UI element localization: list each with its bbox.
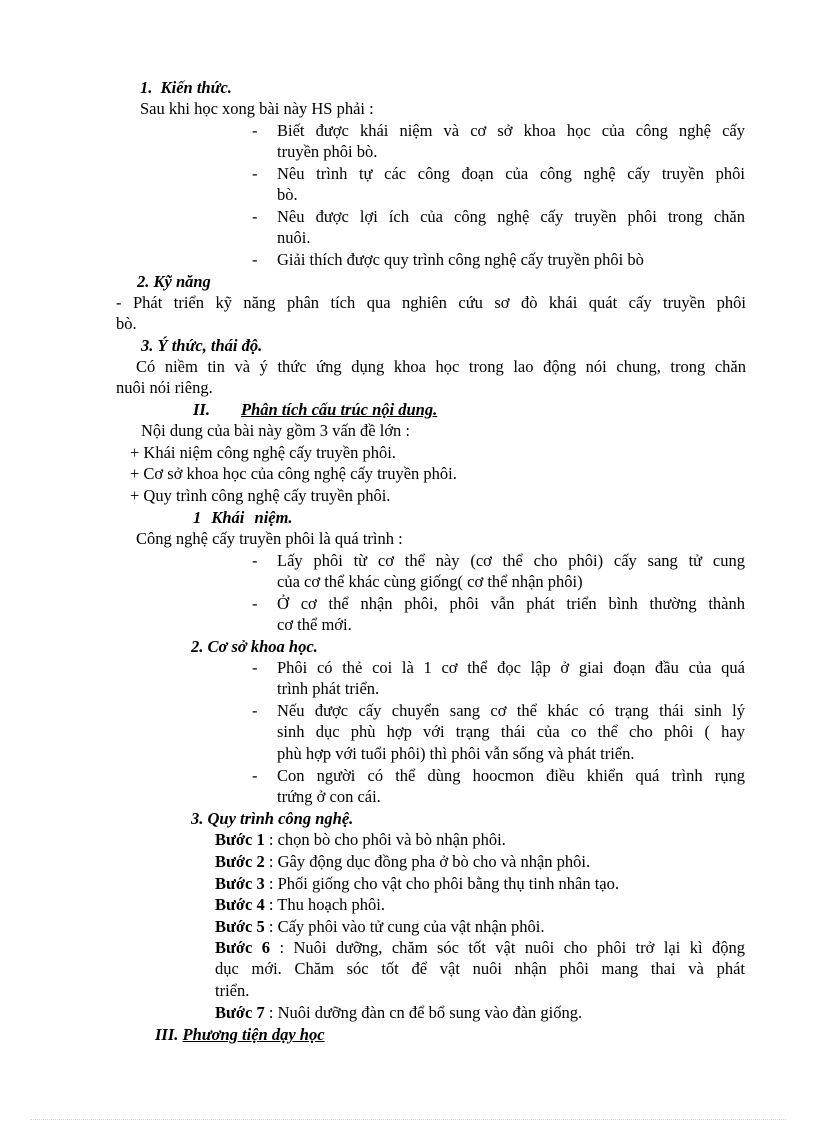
concept-title: 1 Khái niệm. bbox=[193, 508, 293, 527]
step-1: Bước 1 : chọn bò cho phôi và bò nhận phôi. bbox=[215, 830, 506, 849]
step-7: Bước 7 : Nuôi dưỡng đàn cn để bổ sung vào đàn giống. bbox=[215, 1003, 583, 1022]
concept-bullet-2-cont: cơ thể mới. bbox=[277, 615, 352, 634]
knowledge-bullet-3-cont: nuôi. bbox=[277, 228, 311, 247]
knowledge-bullet-4: Giải thích được quy trình công nghệ cấy truyền phôi bò bbox=[277, 250, 644, 269]
content-item-1: + Khái niệm công nghệ cấy truyền phôi. bbox=[130, 443, 396, 462]
section-2-title: 2. Kỹ năng bbox=[137, 272, 211, 291]
basis-bullet-2: Nếu được cấy chuyển sang cơ thể khác có trạng thái sinh lý bbox=[277, 701, 745, 720]
concept-bullet-1: Lấy phôi từ cơ thể này (cơ thể cho phôi) cấy sang tử cung bbox=[277, 551, 745, 570]
basis-bullet-1-cont: trình phát triển. bbox=[277, 679, 380, 698]
content-item-2: + Cơ sở khoa học của công nghệ cấy truyền phôi. bbox=[130, 464, 457, 483]
knowledge-bullet-1-cont: truyền phôi bò. bbox=[277, 142, 378, 161]
basis-title: 2. Cơ sở khoa học. bbox=[191, 637, 318, 656]
concept-bullet-2: Ở cơ thể nhận phôi, phôi vẫn phát triển bình thường thành bbox=[277, 594, 745, 613]
page-bottom-rule bbox=[30, 1119, 786, 1120]
step-6: Bước 6 : Nuôi dưỡng, chăm sóc tốt vật nuôi cho phôi trở lại kì động bbox=[215, 938, 745, 957]
section-1-title: 1. Kiến thức. bbox=[140, 78, 232, 97]
part-ii-number: II. bbox=[193, 400, 210, 419]
knowledge-bullet-2-cont: bò. bbox=[277, 185, 298, 204]
step-6-cont-2: triển. bbox=[215, 981, 250, 1000]
content-item-3: + Quy trình công nghệ cấy truyền phôi. bbox=[130, 486, 391, 505]
process-title: 3. Quy trình công nghệ. bbox=[191, 809, 354, 828]
section-3-title: 3. Ý thức, thái độ. bbox=[141, 336, 263, 355]
concept-intro: Công nghệ cấy truyền phôi là quá trình : bbox=[136, 529, 403, 548]
basis-bullet-2-cont-1: sinh dục phù hợp với trạng thái của co thể cho phôi ( hay bbox=[277, 722, 745, 741]
part-ii-intro: Nội dung của bài này gồm 3 vấn đề lớn : bbox=[141, 421, 411, 440]
knowledge-bullet-3: Nêu được lợi ích của công nghệ cấy truyền phôi trong chăn bbox=[277, 207, 745, 226]
step-5: Bước 5 : Cấy phôi vào tử cung của vật nhận phôi. bbox=[215, 917, 545, 936]
step-3: Bước 3 : Phối giống cho vật cho phôi bằng thụ tinh nhân tạo. bbox=[215, 874, 620, 893]
basis-bullet-2-cont-2: phù hợp với tuổi phôi) thì phôi vẫn sống và phát triển. bbox=[277, 744, 635, 763]
section-1-intro: Sau khi học xong bài này HS phải : bbox=[140, 99, 374, 118]
knowledge-bullet-2: Nêu trình tự các công đoạn của công nghệ cấy truyền phôi bbox=[277, 164, 745, 183]
step-2: Bước 2 : Gây động dục đồng pha ở bò cho và nhận phôi. bbox=[215, 852, 591, 871]
step-4: Bước 4 : Thu hoạch phôi. bbox=[215, 895, 385, 914]
skill-text: - Phát triển kỹ năng phân tích qua nghiên cứu sơ đò khái quát cấy truyền phôi bbox=[116, 293, 746, 312]
part-iii-title: III. Phương tiện dạy học bbox=[155, 1025, 325, 1044]
basis-bullet-1: Phôi có thẻ coi là 1 cơ thể đọc lập ở giai đoạn đầu của quá bbox=[277, 658, 745, 677]
knowledge-bullet-1: Biết được khái niệm và cơ sở khoa học của công nghệ cấy bbox=[277, 121, 745, 140]
basis-bullet-3: Con người có thể dùng hoocmon điều khiển quá trình rụng bbox=[277, 766, 745, 785]
attitude-text: Có niềm tin và ý thức ứng dụng khoa học trong lao động nói chung, trong chăn bbox=[136, 357, 746, 376]
concept-bullet-1-cont: của cơ thể khác cùng giống( cơ thể nhận phôi) bbox=[277, 572, 583, 591]
attitude-text-cont: nuôi nói riêng. bbox=[116, 378, 213, 397]
skill-text-cont: bò. bbox=[116, 314, 137, 333]
part-ii-title: Phân tích cấu trúc nội dung. bbox=[241, 400, 438, 419]
basis-bullet-3-cont: trứng ở con cái. bbox=[277, 787, 381, 806]
step-6-cont-1: dục mới. Chăm sóc tốt để vật nuôi nhận phôi mang thai và phát bbox=[215, 959, 745, 978]
